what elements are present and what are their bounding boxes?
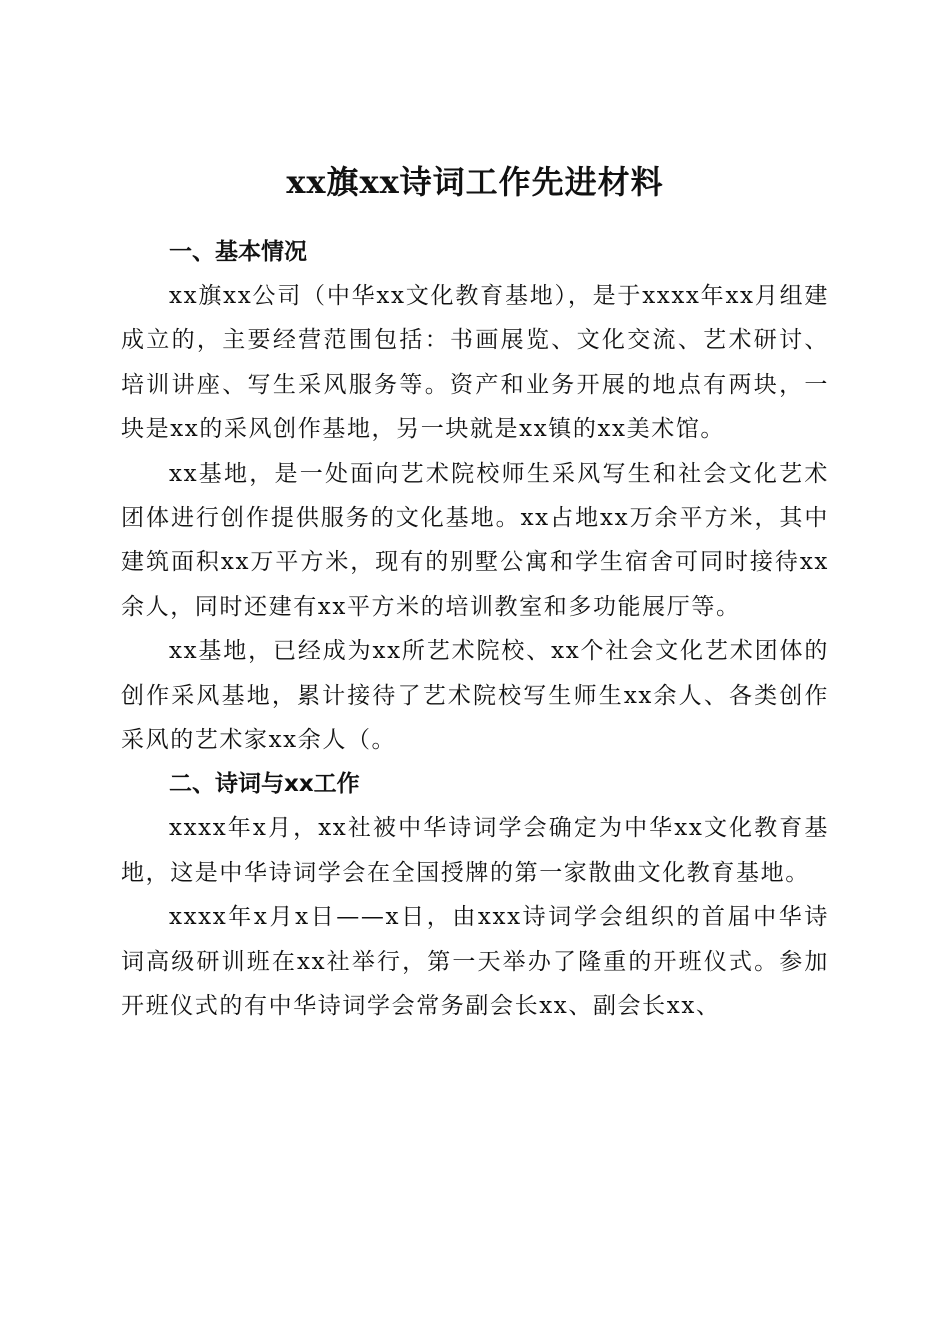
paragraph: xxxx年x月x日——x日，由xxx诗词学会组织的首届中华诗词高级研训班在xx社举行，第一天举办了隆重的开班仪式。参加开班仪式的有中华诗词学会常务副会长xx、副会长xx、: [121, 904, 829, 1020]
section-heading-poetry-work: 二、诗词与xx工作: [169, 771, 360, 798]
document-body: [121, 230, 829, 1029]
paragraph: xxxx年x月，xx社被中华诗词学会确定为中华xx文化教育基地，这是中华诗词学会在全国授牌的第一家散曲文化教育基地。: [121, 815, 829, 886]
document-title: xx旗xx诗词工作先进材料: [286, 163, 664, 202]
paragraph: xx基地，已经成为xx所艺术院校、xx个社会文化艺术团体的创作采风基地，累计接待了艺术院校写生师生xx余人、各类创作采风的艺术家xx余人（。: [121, 638, 829, 754]
section-heading-basic-info: 一、基本情况: [169, 239, 307, 265]
paragraph: xx基地，是一处面向艺术院校师生采风写生和社会文化艺术团体进行创作提供服务的文化基地。xx占地xx万余平方米，其中建筑面积xx万平方米，现有的别墅公寓和学生宿舍可同时接待xx余人，同时还建有xx平方米的培训教室和多功能展厅等。: [121, 460, 829, 620]
paragraph: xx旗xx公司（中华xx文化教育基地），是于xxxx年xx月组建成立的，主要经营范围包括：书画展览、文化交流、艺术研讨、培训讲座、写生采风服务等。资产和业务开展的地点有两块，一块是xx的采风创作基地，另一块就是xx镇的xx美术馆。: [121, 283, 829, 443]
